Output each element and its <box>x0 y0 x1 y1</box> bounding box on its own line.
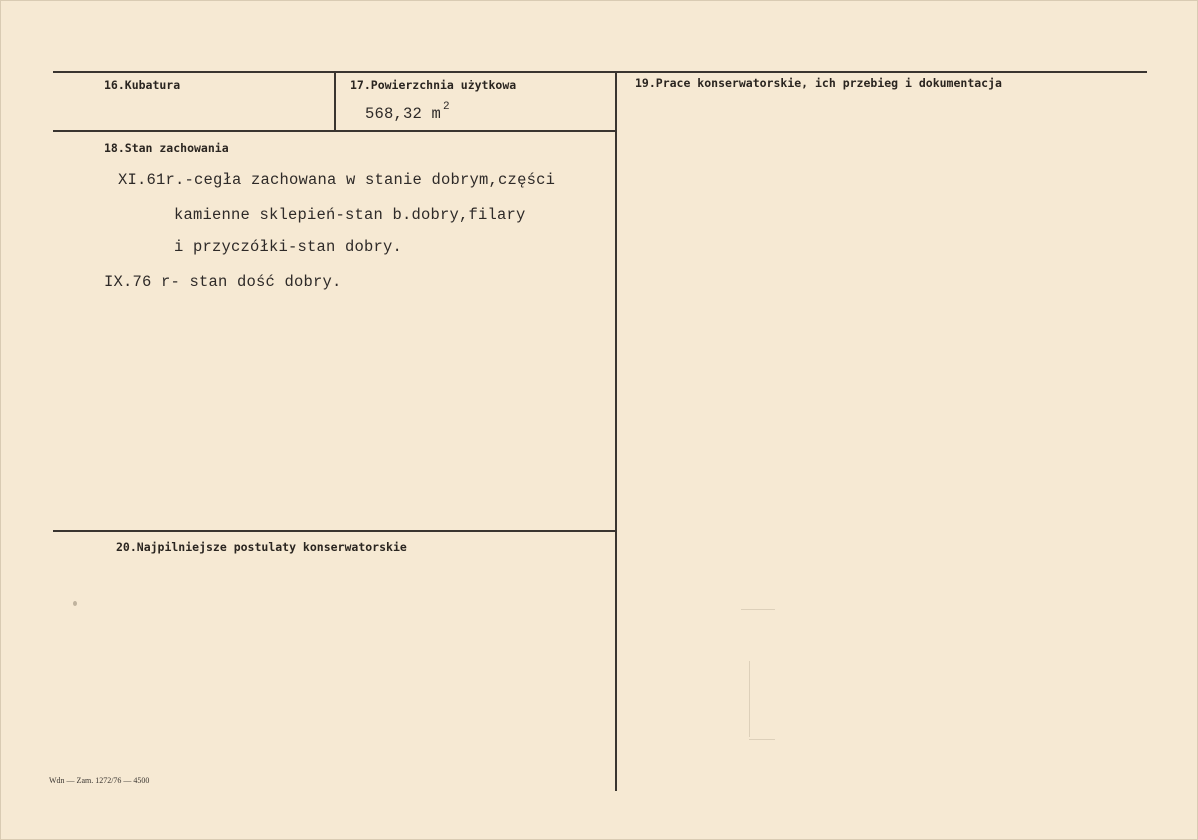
field-16-label: 16.Kubatura <box>104 78 181 92</box>
field-19-label: 19.Prace konserwatorskie, ich przebieg i dokumentacja <box>635 76 1002 90</box>
condition-line-2: kamienne sklepień-stan b.dobry,filary <box>174 206 526 224</box>
top-rule <box>53 71 1147 73</box>
condition-line-4: IX.76 r- stan dość dobry. <box>104 273 342 291</box>
field-18-label: 18.Stan zachowania <box>104 141 229 155</box>
main-column-divider <box>615 71 617 791</box>
area-unit-superscript: 2 <box>443 101 450 113</box>
paper-speck <box>73 601 77 606</box>
condition-line-1: XI.61r.-cegła zachowana w stanie dobrym,części <box>118 171 556 189</box>
condition-line-3: i przyczółki-stan dobry. <box>174 238 403 256</box>
field-17-label: 17.Powierzchnia użytkowa <box>350 78 517 92</box>
faint-mark <box>749 661 750 737</box>
faint-mark <box>741 609 775 610</box>
field-20-label: 20.Najpilniejsze postulaty konserwatorskie <box>116 540 407 554</box>
section-20-rule <box>53 530 616 532</box>
usable-area-number: 568,32 m <box>365 105 442 123</box>
faint-mark <box>749 739 775 740</box>
usable-area-value <box>365 101 450 123</box>
field-16-17-divider <box>334 71 336 131</box>
print-imprint: Wdn — Zam. 1272/76 — 4500 <box>49 776 150 785</box>
